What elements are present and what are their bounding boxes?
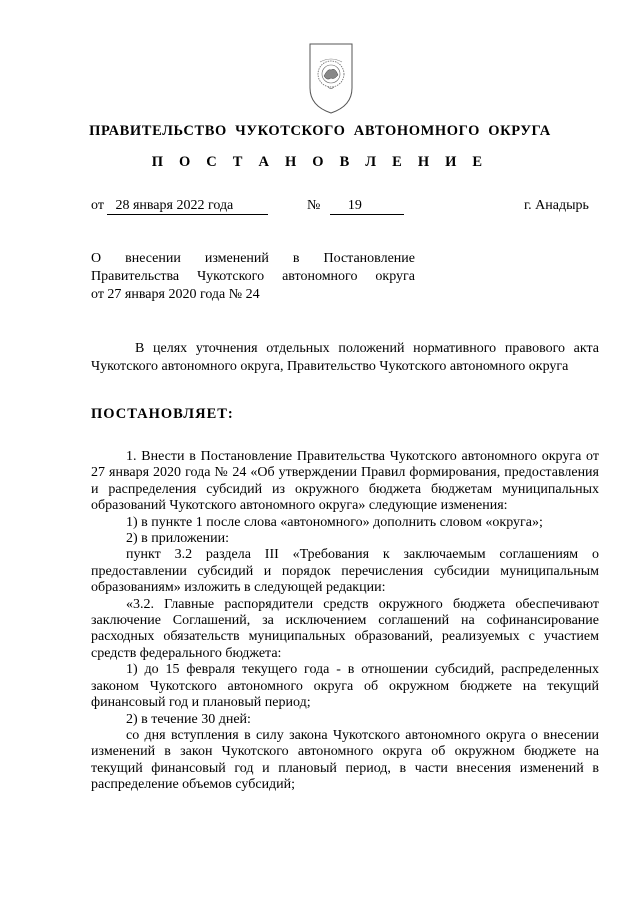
body-paragraph: пункт 3.2 раздела III «Требования к заключаемым соглашениям о предоставлении субсидий и порядок перечисления субсидии муниципальным образованиям» изложить в следующей редакции: <box>91 547 599 596</box>
body-paragraph: со дня вступления в силу закона Чукотского автономного округа о внесении изменений в закон Чукотского автономного округа об окружном бюджете на текущий финансовый год и плановый период, в части внесения изменений в распределение объемов субсидий; <box>91 727 599 793</box>
preamble-paragraph <box>91 340 599 375</box>
body-paragraph: 1) до 15 февраля текущего года - в отношении субсидий, распределенных законом Чукотского автономного округа об окружном бюджете на текущий финансовый год и плановый период; <box>91 662 599 711</box>
subject-line: от 27 января 2020 года № 24 <box>91 287 260 302</box>
body-paragraph: 1) в пункте 1 после слова «автономного» дополнить словом «округа»; <box>126 514 543 530</box>
document-body <box>91 449 599 794</box>
subject-line: Правительства Чукотского автономного округа <box>91 269 415 284</box>
subject-line: О внесении изменений в Постановление <box>91 251 415 266</box>
preamble-text: В целях уточнения отдельных положений нормативного правового акта Чукотского автономного округа, Правительство Чукотского автономного округа <box>91 341 599 374</box>
body-paragraph: 1. Внести в Постановление Правительства Чукотского автономного округа от 27 января 2020 года № 24 «Об утверждении Правил формирования, предоставления и распределения субсидий из окружного бюджета бюджетам муниципальных образований Чукотского автономного округа» следующие изменения: <box>91 449 599 514</box>
body-paragraph: 2) в течение 30 дней: <box>126 711 251 727</box>
date-prefix: от <box>91 198 104 213</box>
coat-of-arms-emblem <box>306 40 356 116</box>
document-date: 28 января 2022 года <box>107 198 268 215</box>
document-date-field <box>91 198 268 215</box>
resolves-heading: ПОСТАНОВЛЯЕТ: <box>91 406 234 422</box>
document-subject <box>91 250 415 304</box>
document-type-title: П О С Т А Н О В Л Е Н И Е <box>151 154 489 170</box>
document-number-field <box>307 198 404 215</box>
body-paragraph: 2) в приложении: <box>126 531 229 547</box>
organization-title: ПРАВИТЕЛЬСТВО ЧУКОТСКОГО АВТОНОМНОГО ОКРУГА <box>89 123 551 139</box>
document-city: г. Анадырь <box>524 198 589 213</box>
body-paragraph: «3.2. Главные распорядители средств окружного бюджета обеспечивают заключение Соглашений, за исключением соглашений на софинансирование расходных обязательств муниципальных образований, реализуемых с участием средств федерального бюджета: <box>91 596 599 661</box>
document-number: 19 <box>330 198 404 215</box>
number-prefix: № <box>307 198 321 213</box>
